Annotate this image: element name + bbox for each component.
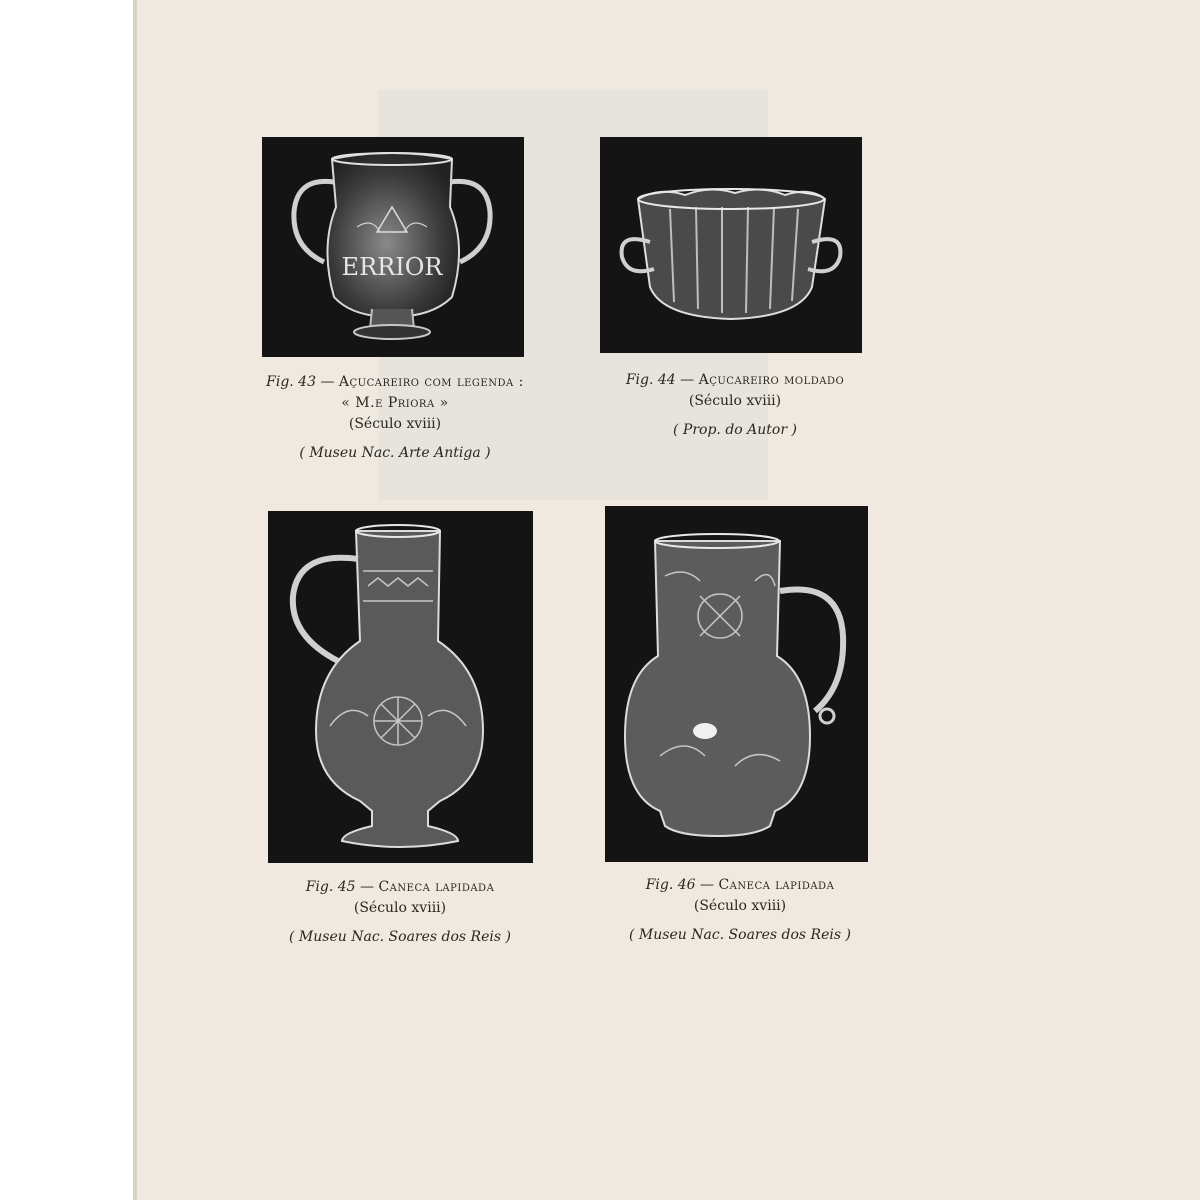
caption-title: Açucareiro com legenda : xyxy=(338,374,524,390)
caption-45-century: (Século xviii) xyxy=(353,900,447,916)
figure-44-caption xyxy=(590,370,880,441)
caption-46-century: (Século xviii) xyxy=(693,898,787,914)
caption-46-heading xyxy=(595,875,885,896)
moulded-sugar-bowl-illustration xyxy=(600,137,862,353)
caption-43-heading xyxy=(250,372,540,393)
caption-44-heading xyxy=(590,370,880,391)
caption-44-century: (Século xviii) xyxy=(688,393,782,409)
caption-dash: — xyxy=(695,877,719,893)
caption-title: Caneca lapidada xyxy=(718,877,835,893)
caption-44-source: ( Prop. do Autor ) xyxy=(673,422,797,438)
caption-45-source: ( Museu Nac. Soares dos Reis ) xyxy=(289,929,511,945)
engraved-inscription: ERRIOR xyxy=(341,253,443,281)
figure-45-caption xyxy=(255,877,545,948)
caption-dash: — xyxy=(316,374,339,390)
caption-46-source: ( Museu Nac. Soares dos Reis ) xyxy=(629,927,851,943)
fig-number: Fig. 44 xyxy=(625,372,676,388)
figure-45-photo xyxy=(268,511,533,863)
fig-number: Fig. 45 xyxy=(305,879,356,895)
figure-43-caption xyxy=(250,372,540,464)
fig-number: Fig. 46 xyxy=(645,877,696,893)
cut-glass-jug-illustration xyxy=(268,511,533,863)
caption-45-heading xyxy=(255,877,545,898)
sugar-bowl-engraved-illustration xyxy=(262,137,524,357)
cut-glass-mug-illustration xyxy=(605,506,868,862)
figure-46-caption xyxy=(595,875,885,946)
page-binding-edge xyxy=(133,0,137,1200)
caption-title: Caneca lapidada xyxy=(378,879,495,895)
caption-dash: — xyxy=(355,879,379,895)
figure-46-photo xyxy=(605,506,868,862)
caption-43-source: ( Museu Nac. Arte Antiga ) xyxy=(299,445,491,461)
caption-43-legend: « M.e Priora » xyxy=(341,395,449,411)
caption-title: Açucareiro moldado xyxy=(698,372,845,388)
caption-dash: — xyxy=(675,372,699,388)
fig-number: Fig. 43 xyxy=(266,374,316,390)
caption-43-century: (Século xviii) xyxy=(348,416,442,432)
figure-44-photo xyxy=(600,137,862,353)
figure-43-photo xyxy=(262,137,524,357)
